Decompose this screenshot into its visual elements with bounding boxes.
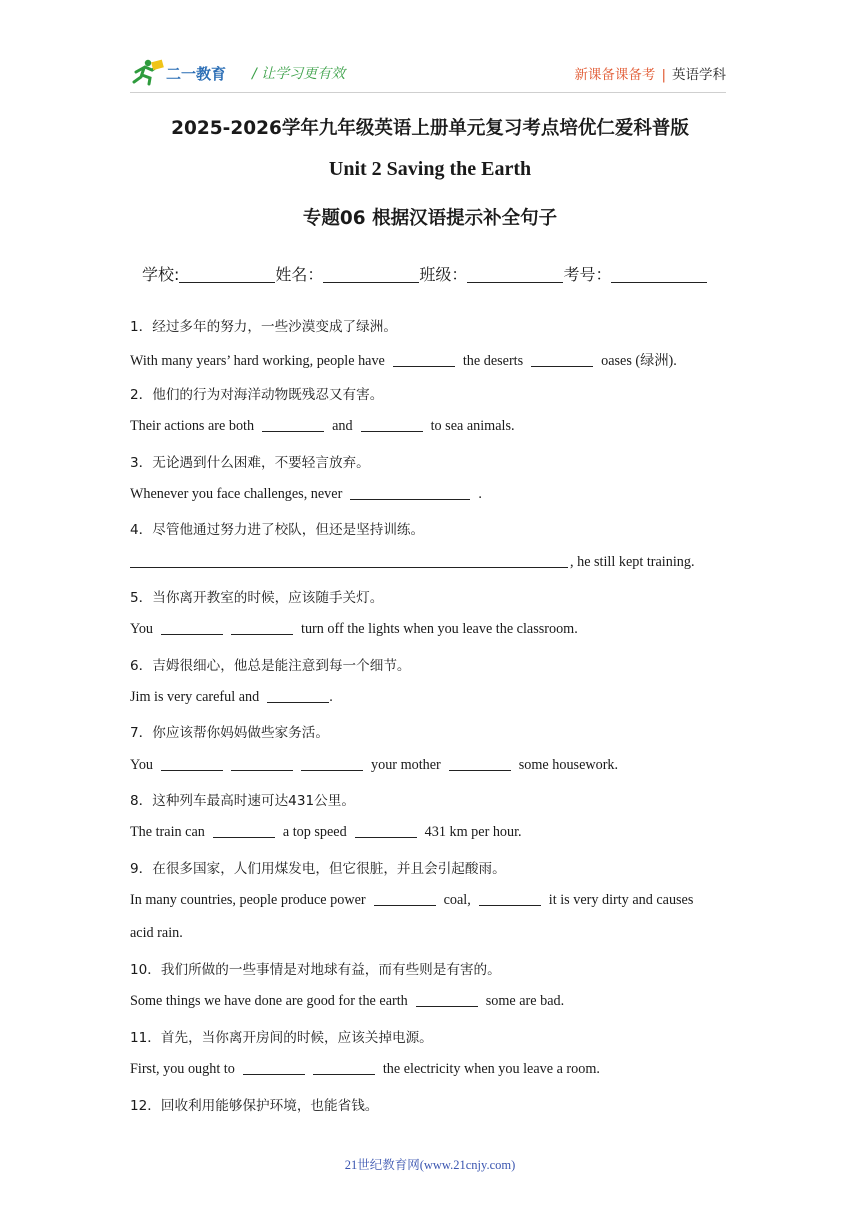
q11-text-2: the electricity when you leave a room.: [382, 1061, 600, 1077]
q1-text-3: oases (绿洲).: [601, 353, 677, 369]
q11-text-1: First, you ought to: [130, 1061, 235, 1077]
class-label: 班级：: [419, 265, 468, 284]
answer-blank: [161, 756, 223, 771]
question-6-chinese: 6．吉姆很细心，他总是能注意到每一个细节。: [130, 658, 411, 674]
answer-blank: [213, 823, 275, 838]
question-10-english: [130, 992, 564, 1010]
question-1-chinese: 1．经过多年的努力，一些沙漠变成了绿洲。: [130, 319, 397, 335]
answer-blank: [267, 688, 329, 703]
q6-text-1: Jim is very careful and: [130, 689, 260, 705]
answer-blank: [313, 1060, 375, 1075]
answer-blank: [361, 417, 423, 432]
question-3-english: [130, 485, 482, 503]
question-4-chinese: 4．尽管他通过努力进了校队，但还是坚持训练。: [130, 522, 425, 538]
answer-blank: [479, 891, 541, 906]
number-label: 考号：: [563, 265, 612, 284]
answer-blank: [393, 352, 455, 367]
logo: [130, 58, 240, 86]
question-5-chinese: 5．当你离开教室的时候，应该随手关灯。: [130, 590, 384, 606]
answer-blank: [374, 891, 436, 906]
question-7-english: [130, 756, 618, 774]
q7-text-1: You: [130, 757, 154, 773]
answer-blank: [449, 756, 511, 771]
header-separator: |: [661, 67, 666, 83]
q5-text-2: turn off the lights when you leave the classroom.: [301, 621, 578, 637]
q7-text-2: your mother: [371, 757, 441, 773]
name-blank: [323, 266, 419, 283]
q1-text-2: the deserts: [462, 353, 524, 369]
question-8-chinese: 8．这种列车最高时速可达431公里。: [130, 793, 355, 809]
name-label: 姓名：: [275, 265, 324, 284]
answer-blank: [130, 553, 568, 568]
q6-text-2: .: [329, 689, 333, 705]
question-3-chinese: 3．无论遇到什么困难，不要轻言放弃。: [130, 455, 370, 471]
q3-text-1: Whenever you face challenges, never: [130, 486, 343, 502]
q10-text-1: Some things we have done are good for the earth: [130, 993, 408, 1009]
page-header: [130, 52, 726, 92]
answer-blank: [350, 485, 470, 500]
school-blank: [179, 266, 275, 283]
question-11-chinese: 11．首先，当你离开房间的时候，应该关掉电源。: [130, 1030, 433, 1046]
question-9-english-cont: acid rain.: [130, 925, 183, 941]
answer-blank: [531, 352, 593, 367]
answer-blank: [161, 620, 223, 635]
question-9-chinese: 9．在很多国家，人们用煤发电，但它很脏，并且会引起酸雨。: [130, 861, 506, 877]
question-2-chinese: 2．他们的行为对海洋动物既残忍又有害。: [130, 387, 384, 403]
answer-blank: [355, 823, 417, 838]
question-5-english: [130, 620, 578, 638]
answer-blank: [231, 756, 293, 771]
q9-text-2: coal,: [443, 892, 471, 908]
answer-blank: [243, 1060, 305, 1075]
class-blank: [467, 266, 563, 283]
q9-text-3: it is very dirty and causes: [548, 892, 694, 908]
q2-text-2: and: [332, 418, 353, 434]
logo-text: 二一教育: [166, 65, 227, 83]
slogan: / 让学习更有效: [252, 66, 346, 82]
question-2-english: [130, 417, 515, 435]
school-label: 学校:: [142, 265, 180, 284]
q8-text-3: 431 km per hour.: [424, 824, 522, 840]
answer-blank: [416, 992, 478, 1007]
runner-logo-icon: [130, 58, 240, 86]
answer-blank: [262, 417, 324, 432]
unit-title: Unit 2 Saving the Earth: [328, 158, 532, 180]
question-8-english: [130, 823, 522, 841]
q2-text-3: to sea animals.: [430, 418, 515, 434]
question-7-chinese: 7．你应该帮你妈妈做些家务活。: [130, 725, 329, 741]
question-9-english: [130, 891, 693, 909]
q7-text-3: some housework.: [518, 757, 619, 773]
header-subject: [574, 63, 726, 83]
number-blank: [611, 266, 707, 283]
q10-text-2: some are bad.: [485, 993, 565, 1009]
question-6-english: [130, 688, 333, 706]
q4-text-1: , he still kept training.: [570, 554, 695, 570]
q8-text-1: The train can: [130, 824, 205, 840]
page-footer: 21世纪教育网(www.21cnjy.com): [344, 1158, 516, 1172]
question-11-english: [130, 1060, 600, 1078]
answer-blank: [301, 756, 363, 771]
question-1-english: [130, 350, 677, 370]
q9-text-1: In many countries, people produce power: [130, 892, 366, 908]
q5-text-1: You: [130, 621, 154, 637]
topic-title: 专题06 根据汉语提示补全句子: [302, 208, 558, 229]
student-info: [142, 262, 707, 285]
header-divider: [130, 92, 726, 93]
answer-blank: [231, 620, 293, 635]
q3-text-2: .: [478, 486, 482, 502]
q1-text-1: With many years’ hard working, people have: [130, 353, 385, 369]
q2-text-1: Their actions are both: [130, 418, 255, 434]
question-10-chinese: 10．我们所做的一些事情是对地球有益，而有些则是有害的。: [130, 962, 501, 978]
doc-title: 2025-2026学年九年级英语上册单元复习考点培优仁爱科普版: [171, 118, 689, 139]
question-4-english: [130, 553, 695, 571]
q8-text-2: a top speed: [282, 824, 347, 840]
question-12-chinese: 12．回收利用能够保护环境，也能省钱。: [130, 1098, 379, 1114]
header-course: 新课备课备考: [574, 67, 656, 83]
header-subject-name: 英语学科: [672, 67, 726, 83]
